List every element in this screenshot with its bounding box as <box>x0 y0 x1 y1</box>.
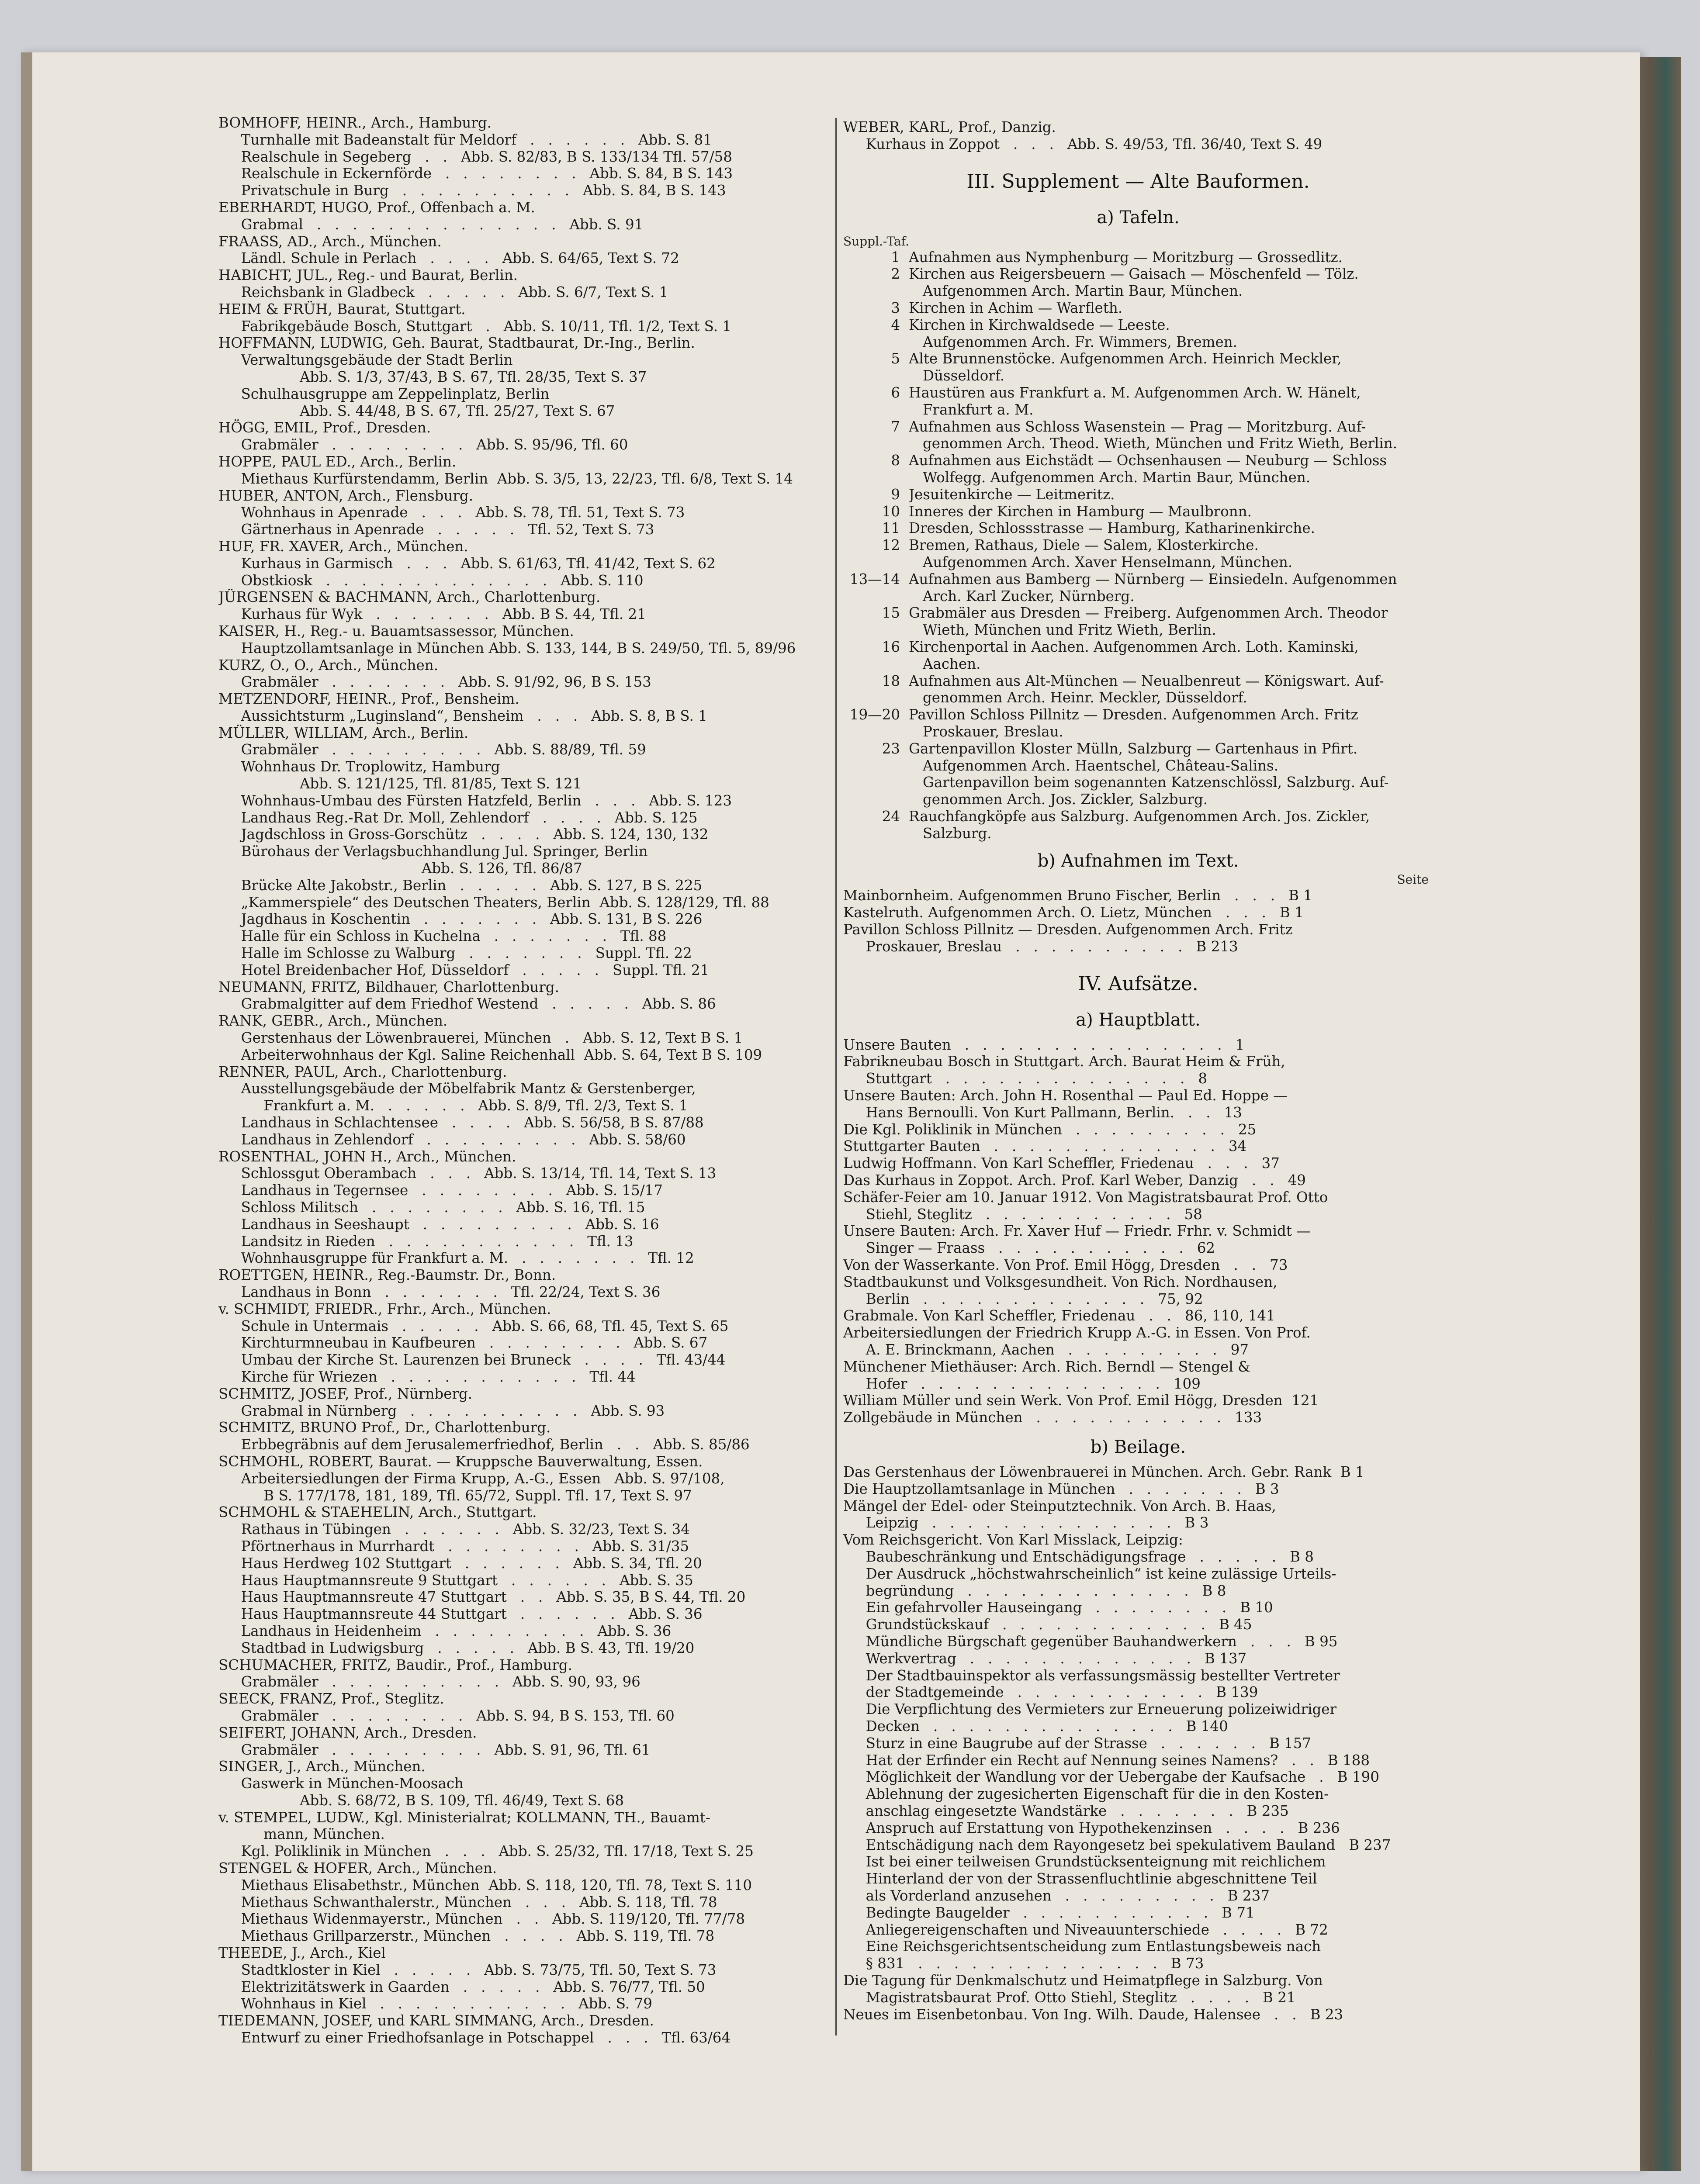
supplement-plate-entry <box>843 418 1433 435</box>
beilage-entry: Grundstückskauf . . . . . . . . . . . . B 45 <box>843 1616 1252 1633</box>
plate-description: Wieth, München und Fritz Wieth, Berlin. <box>923 622 1216 639</box>
hauptblatt-entry: Singer — Fraass . . . . . . . . . . . 62 <box>843 1240 1215 1257</box>
index-entry-line: Miethaus Widenmayerstr., München . . Abb. S. 119/120, Tfl. 77/78 <box>218 1911 745 1928</box>
index-entry-line: HUBER, ANTON, Arch., Flensburg. <box>218 487 474 504</box>
plate-description: Kirchenportal in Aachen. Aufgenommen Arch. Loth. Kaminski, <box>909 638 1359 655</box>
index-entry-line: Gärtnerhaus in Apenrade . . . . . Tfl. 52, Text S. 73 <box>218 521 654 538</box>
index-entry-line: Landhaus in Heidenheim . . . . . . . . . Abb. S. 36 <box>218 1622 672 1639</box>
plate-number <box>843 774 909 791</box>
hauptblatt-entry: Stiehl, Steglitz . . . . . . . . . . . 58 <box>843 1206 1202 1223</box>
beilage-entry: begründung . . . . . . . . . . . . . B 8 <box>843 1582 1226 1599</box>
plate-description: Kirchen in Kirchwaldsede — Leeste. <box>909 316 1170 333</box>
plate-description: Inneres der Kirchen in Hamburg — Maulbronn. <box>909 503 1252 520</box>
plate-description: Aachen. <box>923 655 981 672</box>
beilage-entry: Die Tagung für Denkmalschutz und Heimatpflege in Salzburg. Von <box>843 1972 1323 1989</box>
index-entry-line: Landhaus in Seeshaupt . . . . . . . . . Abb. S. 16 <box>218 1216 659 1233</box>
plate-number: 2 <box>891 266 900 283</box>
index-entry-line: KURZ, O., O., Arch., München. <box>218 657 439 674</box>
hauptblatt-entry: Die Kgl. Poliklinik in München . . . . . . . . . 25 <box>843 1121 1257 1138</box>
beilage-entry: Decken . . . . . . . . . . . . . . B 140 <box>843 1717 1228 1735</box>
beilage-entry: Leipzig . . . . . . . . . . . . . . B 3 <box>843 1514 1209 1531</box>
index-entry-line: B S. 177/178, 181, 189, Tfl. 65/72, Suppl. Tfl. 17, Text S. 97 <box>218 1487 692 1504</box>
plate-number: 15 <box>882 605 900 622</box>
index-entry-line: Turnhalle mit Badeanstalt für Meldorf . . . . . . Abb. S. 81 <box>218 131 712 148</box>
beilage-entry: Baubeschränkung und Entschädigungsfrage . . . . . B 8 <box>843 1548 1314 1565</box>
index-entry-line: Frankfurt a. M. . . . . . Abb. S. 8/9, Tfl. 2/3, Text S. 1 <box>218 1097 688 1114</box>
index-entry-line: Kurhaus in Garmisch . . . Abb. S. 61/63, Tfl. 41/42, Text S. 62 <box>218 555 716 572</box>
plate-description: Frankfurt a. M. <box>923 401 1034 418</box>
index-entry-line: Grabmäler . . . . . . . . . Abb. S. 88/89, Tfl. 59 <box>218 741 646 758</box>
index-entry-line: Hauptzollamtsanlage in München Abb. S. 133, 144, B S. 249/50, Tfl. 5, 89/96 <box>218 639 796 657</box>
index-entry-line: Landhaus in Tegernsee . . . . . . . . Abb. S. 15/17 <box>218 1182 663 1199</box>
index-entry-line: Miethaus Grillparzerstr., München . . . . Abb. S. 119, Tfl. 78 <box>218 1928 715 1945</box>
index-entry-line: Rathaus in Tübingen . . . . . . Abb. S. 32/23, Text S. 34 <box>218 1521 690 1538</box>
index-entry-line: Pförtnerhaus in Murrhardt . . . . . . . . Abb. S. 31/35 <box>218 1538 689 1555</box>
index-entry-line: Realschule in Eckernförde . . . . . . . . Abb. S. 84, B S. 143 <box>218 165 733 182</box>
hauptblatt-entry: Schäfer-Feier am 10. Januar 1912. Von Magistratsbaurat Prof. Otto <box>843 1189 1328 1206</box>
hauptblatt-entry: Unsere Bauten: Arch. John H. Rosenthal — Paul Ed. Hoppe — <box>843 1087 1288 1104</box>
supplement-plate-entry <box>843 639 1433 656</box>
beilage-entry: der Stadtgemeinde . . . . . . . . . . . B 139 <box>843 1684 1258 1701</box>
right-column <box>843 119 1433 2023</box>
plate-description: Jesuitenkirche — Leitmeritz. <box>909 486 1115 503</box>
hauptblatt-list <box>843 1037 1433 1426</box>
index-entry-line: Ländl. Schule in Perlach . . . . Abb. S. 64/65, Text S. 72 <box>218 250 679 267</box>
index-entry-line: Haus Herdweg 102 Stuttgart . . . . . . Abb. S. 34, Tfl. 20 <box>218 1555 702 1572</box>
plate-number <box>843 469 909 486</box>
plate-description: Salzburg. <box>923 825 992 842</box>
plate-number <box>843 791 909 808</box>
plate-description: Proskauer, Breslau. <box>923 723 1063 740</box>
index-entry-line: Bürohaus der Verlagsbuchhandlung Jul. Springer, Berlin <box>218 843 648 860</box>
index-entry-line: Abb. S. 1/3, 37/43, B S. 67, Tfl. 28/35, Text S. 37 <box>218 368 647 385</box>
index-entry-line: Kurhaus für Wyk . . . . . . . Abb. B S. 44, Tfl. 21 <box>218 606 646 623</box>
text-photo-entry: Mainbornheim. Aufgenommen Bruno Fischer, Berlin . . . B 1 <box>843 887 1312 904</box>
beilage-entry: Ein gefahrvoller Hauseingang . . . . . . . . B 10 <box>843 1599 1273 1616</box>
index-entry-line: Kirchturmneubau in Kaufbeuren . . . . . . . . Abb. S. 67 <box>218 1334 708 1351</box>
index-entry-line: Schulhausgruppe am Zeppelinplatz, Berlin <box>218 385 550 402</box>
plate-number: 11 <box>882 520 900 537</box>
text-photo-entry: Pavillon Schloss Pillnitz — Dresden. Aufgenommen Arch. Fritz <box>843 921 1293 938</box>
index-entry-line: Aussichtsturm „Luginsland“, Bensheim . . . Abb. S. 8, B S. 1 <box>218 707 707 724</box>
index-entry-line: Grabmäler . . . . . . . . Abb. S. 94, B S. 153, Tfl. 60 <box>218 1707 675 1724</box>
index-entry-line: Grabmäler . . . . . . . . Abb. S. 95/96, Tfl. 60 <box>218 436 628 453</box>
plate-description: Dresden, Schlossstrasse — Hamburg, Katharinenkirche. <box>909 520 1315 537</box>
index-entry-line: Kgl. Poliklinik in München . . . Abb. S. 25/32, Tfl. 17/18, Text S. 25 <box>218 1843 754 1860</box>
beilage-entry: Ablehnung der zugesicherten Eigenschaft für die in den Kosten- <box>843 1786 1329 1803</box>
beilage-entry: Anliegereigenschaften und Niveauunterschiede . . . . B 72 <box>843 1921 1328 1938</box>
seite-label: Seite <box>1397 872 1429 887</box>
suppl-taf-label: Suppl.-Taf. <box>843 234 909 249</box>
index-entry-line: Wohnhaus-Umbau des Fürsten Hatzfeld, Berlin . . . Abb. S. 123 <box>218 792 732 809</box>
beilage-entry: Werkvertrag . . . . . . . . . . . . . B 137 <box>843 1650 1247 1667</box>
index-entry-line: NEUMANN, FRITZ, Bildhauer, Charlottenburg. <box>218 978 559 995</box>
index-entry-line: Landsitz in Rieden . . . . . . . . . . . Tfl. 13 <box>218 1233 634 1250</box>
beilage-entry: Sturz in eine Baugrube auf der Strasse . . . . . . B 157 <box>843 1735 1312 1752</box>
plate-number: 19—20 <box>849 706 900 723</box>
hauptblatt-entry: A. E. Brinckmann, Aachen . . . . . . . . . 97 <box>843 1341 1249 1358</box>
index-entry-line: Verwaltungsgebäude der Stadt Berlin <box>218 352 513 369</box>
beilage-entry: Neues im Eisenbetonbau. Von Ing. Wilh. Daude, Halensee . . B 23 <box>843 2006 1343 2023</box>
index-entry-line: SCHMITZ, JOSEF, Prof., Nürnberg. <box>218 1385 473 1402</box>
plate-description: Aufgenommen Arch. Fr. Wimmers, Bremen. <box>923 333 1238 350</box>
plate-number: 24 <box>882 808 900 825</box>
beilage-entry: anschlag eingesetzte Wandstärke . . . . . . . B 235 <box>843 1802 1289 1819</box>
plate-number: 12 <box>882 537 900 554</box>
index-entry-line: HEIM & FRÜH, Baurat, Stuttgart. <box>218 301 466 318</box>
beilage-list <box>843 1464 1433 2023</box>
supplement-plate-entry <box>843 605 1433 622</box>
beilage-entry: Entschädigung nach dem Rayongesetz bei spekulativem Bauland B 237 <box>843 1836 1391 1853</box>
hauptblatt-entry: Hofer . . . . . . . . . . . . . . 109 <box>843 1375 1201 1392</box>
plate-description: genommen Arch. Heinr. Meckler, Düsseldorf. <box>923 689 1247 706</box>
seite-column-header <box>843 872 1433 887</box>
supplement-plate-entry <box>843 486 1433 503</box>
index-entry-line: METZENDORF, HEINR., Prof., Bensheim. <box>218 691 519 708</box>
index-entry-line: Gaswerk in München-Moosach <box>218 1775 464 1792</box>
index-entry-line: Landhaus in Schlachtensee . . . . Abb. S. 56/58, B S. 87/88 <box>218 1114 704 1131</box>
plate-number <box>843 723 909 740</box>
plate-description: genommen Arch. Theod. Wieth, München und Fritz Wieth, Berlin. <box>923 435 1398 452</box>
index-entry-line: Hotel Breidenbacher Hof, Düsseldorf . . . . . Suppl. Tfl. 21 <box>218 961 710 978</box>
hauptblatt-entry: Zollgebäude in München . . . . . . . . . . . 133 <box>843 1409 1262 1426</box>
plate-number: 3 <box>891 299 900 316</box>
beilage-entry: Die Verpflichtung des Vermieters zur Erneuerung polizeiwidriger <box>843 1701 1337 1718</box>
index-entry-line: Abb. S. 44/48, B S. 67, Tfl. 25/27, Text S. 67 <box>218 402 615 419</box>
section-iv-b-title: b) Beilage. <box>1090 1437 1186 1457</box>
plate-description: Aufgenommen Arch. Xaver Henselmann, München. <box>923 553 1293 570</box>
supplement-plate-entry <box>843 723 1433 740</box>
supplement-plate-entry <box>843 656 1433 673</box>
supplement-plate-entry <box>843 469 1433 486</box>
supplement-plate-entry <box>843 673 1433 690</box>
supplement-plate-entry <box>843 452 1433 469</box>
beilage-entry: Vom Reichsgericht. Von Karl Misslack, Leipzig: <box>843 1531 1183 1548</box>
index-entry-line: v. STEMPEL, LUDW., Kgl. Ministerialrat; KOLLMANN, TH., Bauamt- <box>218 1809 710 1826</box>
index-entry-line: Halle für ein Schloss in Kuchelna . . . . . . . Tfl. 88 <box>218 928 667 945</box>
plate-number: 18 <box>882 672 900 689</box>
index-entry-line: RENNER, PAUL, Arch., Charlottenburg. <box>218 1063 507 1080</box>
index-entry-line: Kurhaus in Zoppot . . . Abb. S. 49/53, Tfl. 36/40, Text S. 49 <box>843 135 1323 152</box>
hauptblatt-entry: Arbeitersiedlungen der Friedrich Krupp A.-G. in Essen. Von Prof. <box>843 1324 1311 1341</box>
index-entry-line: Schlossgut Oberambach . . . Abb. S. 13/14, Tfl. 14, Text S. 13 <box>218 1165 717 1182</box>
index-entry-line: Ausstellungsgebäude der Möbelfabrik Mantz & Gerstenberger, <box>218 1080 696 1097</box>
hauptblatt-entry: Stuttgarter Bauten . . . . . . . . . . . . . 34 <box>843 1138 1247 1155</box>
index-entry-line: Stadtkloster in Kiel . . . . . Abb. S. 73/75, Tfl. 50, Text S. 73 <box>218 1961 717 1978</box>
architect-index-column <box>218 114 826 2046</box>
beilage-entry: Bedingte Baugelder . . . . . . . . . . . B 71 <box>843 1904 1255 1921</box>
supplement-plate-entry <box>843 706 1433 723</box>
index-entry-line: Halle im Schlosse zu Walburg . . . . . . . Suppl. Tfl. 22 <box>218 945 692 962</box>
index-entry-line: MÜLLER, WILLIAM, Arch., Berlin. <box>218 724 469 741</box>
index-entry-line: Grabmal in Nürnberg . . . . . . . . . . Abb. S. 93 <box>218 1402 665 1419</box>
plate-number: 7 <box>891 418 900 435</box>
index-entry-line: HÖGG, EMIL, Prof., Dresden. <box>218 419 431 436</box>
index-entry-line: Arbeiterwohnhaus der Kgl. Saline Reichenhall Abb. S. 64, Text B S. 109 <box>218 1046 762 1063</box>
plate-number <box>843 367 909 384</box>
supplement-plate-entry <box>843 367 1433 384</box>
section-iii-title: III. Supplement — Alte Bauformen. <box>966 170 1310 193</box>
index-entry-line: Haus Hauptmannsreute 44 Stuttgart . . . . . . Abb. S. 36 <box>218 1606 703 1623</box>
text-photos-list <box>843 887 1433 955</box>
plate-description: Kirchen in Achim — Warfleth. <box>909 299 1123 316</box>
index-entry-line: SCHMITZ, BRUNO Prof., Dr., Charlottenburg. <box>218 1419 551 1436</box>
plate-description: Arch. Karl Zucker, Nürnberg. <box>923 587 1135 605</box>
index-entry-line: Landhaus Reg.-Rat Dr. Moll, Zehlendorf . . . . Abb. S. 125 <box>218 809 698 826</box>
section-iv-title: IV. Aufsätze. <box>1078 972 1198 995</box>
beilage-entry: Magistratsbaurat Prof. Otto Stiehl, Steglitz . . . . B 21 <box>843 1989 1296 2006</box>
index-entry-line: FRAASS, AD., Arch., München. <box>218 233 442 250</box>
hauptblatt-entry: Münchener Miethäuser: Arch. Rich. Berndl — Stengel & <box>843 1358 1251 1375</box>
plate-number <box>843 622 909 639</box>
index-entry-line: Entwurf zu einer Friedhofsanlage in Potschappel . . . Tfl. 63/64 <box>218 2029 731 2046</box>
plate-number <box>843 334 909 351</box>
plate-description: Haustüren aus Frankfurt a. M. Aufgenommen Arch. W. Hänelt, <box>909 384 1361 401</box>
plate-number <box>843 588 909 605</box>
index-entry-line: Umbau der Kirche St. Laurenzen bei Bruneck . . . . Tfl. 43/44 <box>218 1351 726 1368</box>
index-entry-line: mann, München. <box>218 1826 385 1843</box>
section-iii-b-title: b) Aufnahmen im Text. <box>1037 851 1239 871</box>
index-entry-line: RANK, GEBR., Arch., München. <box>218 1013 448 1030</box>
hauptblatt-entry: Stuttgart . . . . . . . . . . . . . . 8 <box>843 1070 1208 1087</box>
hauptblatt-entry: Unsere Bauten: Arch. Fr. Xaver Huf — Friedr. Frhr. v. Schmidt — <box>843 1223 1311 1240</box>
index-entry-line: ROETTGEN, HEINR., Reg.-Baumstr. Dr., Bonn. <box>218 1267 556 1284</box>
index-entry-line: BOMHOFF, HEINR., Arch., Hamburg. <box>218 114 492 131</box>
architect-index-continued <box>843 119 1433 153</box>
plate-number: 8 <box>891 452 900 469</box>
index-entry-line: WEBER, KARL, Prof., Danzig. <box>843 119 1056 135</box>
index-entry-line: HABICHT, JUL., Reg.- und Baurat, Berlin. <box>218 267 518 284</box>
supplement-plate-entry <box>843 537 1433 554</box>
plate-description: Aufnahmen aus Eichstädt — Ochsenhausen — Neuburg — Schloss <box>909 452 1387 469</box>
plate-number <box>843 554 909 571</box>
section-iii-a-title: a) Tafeln. <box>1097 207 1180 228</box>
plate-description: Pavillon Schloss Pillnitz — Dresden. Aufgenommen Arch. Fritz <box>909 706 1358 723</box>
beilage-entry: § 831 . . . . . . . . . . . . . . B 73 <box>843 1955 1204 1972</box>
index-entry-line: Fabrikgebäude Bosch, Stuttgart . Abb. S. 10/11, Tfl. 1/2, Text S. 1 <box>218 318 732 335</box>
index-entry-line: THEEDE, J., Arch., Kiel <box>218 1945 386 1962</box>
index-entry-line: Grabmäler . . . . . . . Abb. S. 91/92, 96, B S. 153 <box>218 674 651 691</box>
index-entry-line: Haus Hauptmannsreute 9 Stuttgart . . . . . . Abb. S. 35 <box>218 1572 693 1589</box>
index-entry-line: Grabmäler . . . . . . . . . . Abb. S. 90, 93, 96 <box>218 1673 641 1690</box>
hauptblatt-entry: Fabrikneubau Bosch in Stuttgart. Arch. Baurat Heim & Früh, <box>843 1053 1285 1070</box>
supplement-plate-entry <box>843 300 1433 317</box>
text-photo-entry: Proskauer, Breslau . . . . . . . . . . B 213 <box>843 938 1238 955</box>
index-entry-line: HUF, FR. XAVER, Arch., München. <box>218 538 468 555</box>
index-entry-line: Jagdhaus in Koschentin . . . . . . . Abb. S. 131, B S. 226 <box>218 911 703 928</box>
index-entry-line: ROSENTHAL, JOHN H., Arch., München. <box>218 1148 516 1165</box>
plate-description: Gartenpavillon Kloster Mülln, Salzburg — Gartenhaus in Pfirt. <box>909 740 1358 757</box>
index-entry-line: Abb. S. 126, Tfl. 86/87 <box>218 860 582 877</box>
index-entry-line: v. SCHMIDT, FRIEDR., Frhr., Arch., München. <box>218 1300 551 1317</box>
beilage-entry: Mündliche Bürgschaft gegenüber Bauhandwerkern . . . B 95 <box>843 1633 1338 1650</box>
plate-description: Rauchfangköpfe aus Salzburg. Aufgenommen Arch. Jos. Zickler, <box>909 808 1370 825</box>
supplement-plate-entry <box>843 317 1433 334</box>
index-entry-line: HOFFMANN, LUDWIG, Geh. Baurat, Stadtbaurat, Dr.-Ing., Berlin. <box>218 335 695 352</box>
plate-number: 16 <box>882 638 900 655</box>
supplement-plate-entry <box>843 825 1433 842</box>
plate-description: Aufnahmen aus Alt-München — Neualbenreut — Königswart. Auf- <box>909 672 1384 689</box>
hauptblatt-entry: Von der Wasserkante. Von Prof. Emil Högg, Dresden . . 73 <box>843 1257 1288 1274</box>
plate-number <box>843 435 909 452</box>
beilage-entry: Hinterland der von der Strassenfluchtlinie abgeschnittene Teil <box>843 1870 1317 1887</box>
index-entry-line: Grabmäler . . . . . . . . . Abb. S. 91, 96, Tfl. 61 <box>218 1741 651 1758</box>
hauptblatt-entry: Hans Bernoulli. Von Kurt Pallmann, Berlin. . . 13 <box>843 1104 1242 1121</box>
plate-number: 6 <box>891 384 900 401</box>
plate-number <box>843 689 909 706</box>
index-entry-line: Wohnhaus in Kiel . . . . . . . . . . . Abb. S. 79 <box>218 1995 652 2012</box>
plate-number <box>843 656 909 673</box>
supplement-plate-entry <box>843 554 1433 571</box>
plate-number <box>843 401 909 418</box>
plate-description: genommen Arch. Jos. Zickler, Salzburg. <box>923 791 1208 808</box>
index-entry-line: SINGER, J., Arch., München. <box>218 1758 426 1775</box>
beilage-entry: Das Gerstenhaus der Löwenbrauerei in München. Arch. Gebr. Rank B 1 <box>843 1464 1364 1480</box>
plate-number: 1 <box>891 249 900 266</box>
beilage-entry: Der Stadtbauinspektor als verfassungsmässig bestellter Vertreter <box>843 1667 1340 1684</box>
index-entry-line: Abb. S. 68/72, B S. 109, Tfl. 46/49, Text S. 68 <box>218 1792 624 1809</box>
index-entry-line: Wohnhaus Dr. Troplowitz, Hamburg <box>218 758 500 775</box>
hauptblatt-entry: Berlin . . . . . . . . . . . . . 75, 92 <box>843 1290 1203 1307</box>
supplement-plate-entry <box>843 334 1433 351</box>
hauptblatt-entry: Unsere Bauten . . . . . . . . . . . . . . . 1 <box>843 1036 1245 1053</box>
beilage-entry: als Vorderland anzusehen . . . . . . . . . B 237 <box>843 1887 1270 1904</box>
plate-description: Düsseldorf. <box>923 367 1005 384</box>
index-entry-line: Wohnhaus in Apenrade . . . Abb. S. 78, Tfl. 51, Text S. 73 <box>218 504 685 521</box>
plate-description: Aufgenommen Arch. Haentschel, Château-Salins. <box>923 757 1279 774</box>
plate-number <box>843 283 909 300</box>
section-iv-a-title: a) Hauptblatt. <box>1076 1009 1201 1030</box>
index-entry-line: Haus Hauptmannsreute 47 Stuttgart . . Abb. S. 35, B S. 44, Tfl. 20 <box>218 1589 746 1606</box>
index-entry-line: Realschule in Segeberg . . Abb. S. 82/83, B S. 133/134 Tfl. 57/58 <box>218 148 732 165</box>
index-entry-line: Obstkiosk . . . . . . . . . . . . . Abb. S. 110 <box>218 572 644 589</box>
supplement-plate-entry <box>843 774 1433 791</box>
index-entry-line: Erbbegräbnis auf dem Jerusalemerfriedhof, Berlin . . Abb. S. 85/86 <box>218 1436 750 1453</box>
supplement-plate-entry <box>843 266 1433 283</box>
plate-description: Aufnahmen aus Nymphenburg — Moritzburg — Grossedlitz. <box>909 249 1343 266</box>
index-entry-line: „Kammerspiele“ des Deutschen Theaters, Berlin Abb. S. 128/129, Tfl. 88 <box>218 894 769 911</box>
plate-description: Gartenpavillon beim sogenannten Katzenschlössl, Salzburg. Auf- <box>923 774 1389 791</box>
hauptblatt-entry: Ludwig Hoffmann. Von Karl Scheffler, Friedenau . . . 37 <box>843 1155 1280 1172</box>
hauptblatt-entry: Stadtbaukunst und Volksgesundheit. Von Rich. Nordhausen, <box>843 1273 1278 1290</box>
plate-description: Aufnahmen aus Schloss Wasenstein — Prag — Moritzburg. Auf- <box>909 418 1366 435</box>
supplement-plate-entry <box>843 791 1433 808</box>
index-entry-line: Reichsbank in Gladbeck . . . . . Abb. S. 6/7, Text S. 1 <box>218 283 668 301</box>
beilage-entry: Der Ausdruck „höchstwahrscheinlich“ ist keine zulässige Urteils- <box>843 1565 1336 1582</box>
index-entry-line: SEECK, FRANZ, Prof., Steglitz. <box>218 1690 444 1707</box>
index-entry-line: SCHUMACHER, FRITZ, Baudir., Prof., Hamburg. <box>218 1656 573 1673</box>
beilage-entry: Ist bei einer teilweisen Grundstücksenteignung mit reichlichem <box>843 1853 1326 1870</box>
plate-description: Bremen, Rathaus, Diele — Salem, Klosterkirche. <box>909 537 1259 554</box>
index-entry-line: Miethaus Schwanthalerstr., München . . . Abb. S. 118, Tfl. 78 <box>218 1894 717 1911</box>
plate-number: 5 <box>891 350 900 367</box>
plate-number <box>843 757 909 774</box>
plate-number <box>843 825 909 842</box>
index-entry-line: Landhaus in Zehlendorf . . . . . . . . . Abb. S. 58/60 <box>218 1131 686 1148</box>
index-entry-line: Grabmal . . . . . . . . . . . . . . Abb. S. 91 <box>218 216 644 233</box>
index-entry-line: KAISER, H., Reg.- u. Bauamtsassessor, München. <box>218 622 574 639</box>
index-entry-line: Elektrizitätswerk in Gaarden . . . . . Abb. S. 76/77, Tfl. 50 <box>218 1978 705 1995</box>
index-entry-line: Gerstenhaus der Löwenbrauerei, München . Abb. S. 12, Text B S. 1 <box>218 1030 743 1047</box>
plate-number: 9 <box>891 486 900 503</box>
plate-description: Kirchen aus Reigersbeuern — Gaisach — Möschenfeld — Tölz. <box>909 266 1359 283</box>
index-entry-line: SCHMOHL, ROBERT, Baurat. — Kruppsche Bauverwaltung, Essen. <box>218 1453 703 1470</box>
supplement-plate-entry <box>843 350 1433 367</box>
supplement-plate-entry <box>843 571 1433 588</box>
index-entry-line: Grabmalgitter auf dem Friedhof Westend . . . . . Abb. S. 86 <box>218 995 716 1013</box>
plate-description: Alte Brunnenstöcke. Aufgenommen Arch. Heinrich Meckler, <box>909 350 1342 367</box>
index-entry-line: JÜRGENSEN & BACHMANN, Arch., Charlottenburg. <box>218 589 601 606</box>
index-entry-line: Abb. S. 121/125, Tfl. 81/85, Text S. 121 <box>218 775 582 792</box>
index-entry-line: Arbeitersiedlungen der Firma Krupp, A.-G., Essen Abb. S. 97/108, <box>218 1470 725 1487</box>
plate-description: Aufnahmen aus Bamberg — Nürnberg — Einsiedeln. Aufgenommen <box>909 570 1397 587</box>
supplement-plate-entry <box>843 435 1433 452</box>
index-entry-line: Schule in Untermais . . . . . Abb. S. 66, 68, Tfl. 45, Text S. 65 <box>218 1317 729 1334</box>
supplement-plate-entry <box>843 808 1433 825</box>
plate-number: 13—14 <box>849 570 900 587</box>
index-entry-line: Schloss Militsch . . . . . . . . Abb. S. 16, Tfl. 15 <box>218 1199 645 1216</box>
supplement-plate-entry <box>843 401 1433 418</box>
plate-description: Grabmäler aus Dresden — Freiberg. Aufgenommen Arch. Theodor <box>909 605 1388 622</box>
index-entry-line: Kirche für Wriezen . . . . . . . . . . . Tfl. 44 <box>218 1368 636 1385</box>
index-entry-line: TIEDEMANN, JOSEF, und KARL SIMMANG, Arch., Dresden. <box>218 2012 654 2029</box>
hauptblatt-entry: Das Kurhaus in Zoppot. Arch. Prof. Karl Weber, Danzig . . 49 <box>843 1172 1306 1189</box>
index-entry-line: SEIFERT, JOHANN, Arch., Dresden. <box>218 1724 477 1741</box>
plate-number: 4 <box>891 316 900 333</box>
supplement-plate-entry <box>843 622 1433 639</box>
supplement-plate-entry <box>843 740 1433 757</box>
index-entry-line: Miethaus Elisabethstr., München Abb. S. 118, 120, Tfl. 78, Text S. 110 <box>218 1876 752 1894</box>
supplement-plates-list <box>843 249 1433 842</box>
index-entry-line: SCHMOHL & STAEHELIN, Arch., Stuttgart. <box>218 1504 537 1521</box>
index-entry-line: Stadtbad in Ludwigsburg . . . . . Abb. B S. 43, Tfl. 19/20 <box>218 1639 695 1656</box>
supplement-plate-entry <box>843 588 1433 605</box>
supplement-plate-entry <box>843 520 1433 537</box>
index-entry-line: Landhaus in Bonn . . . . . . . Tfl. 22/24, Text S. 36 <box>218 1283 661 1300</box>
supplement-plate-entry <box>843 384 1433 401</box>
plate-number: 10 <box>882 503 900 520</box>
index-entry-line: STENGEL & HOFER, Arch., München. <box>218 1860 497 1877</box>
index-entry-line: Brücke Alte Jakobstr., Berlin . . . . . Abb. S. 127, B S. 225 <box>218 877 703 894</box>
beilage-entry: Die Hauptzollamtsanlage in München . . . . . . . B 3 <box>843 1480 1279 1497</box>
supplement-plate-entry <box>843 689 1433 706</box>
beilage-entry: Mängel der Edel- oder Steinputztechnik. Von Arch. B. Haas, <box>843 1497 1276 1514</box>
index-entry-line: HOPPE, PAUL ED., Arch., Berlin. <box>218 453 457 470</box>
supplement-plate-entry <box>843 249 1433 266</box>
text-photo-entry: Kastelruth. Aufgenommen Arch. O. Lietz, München . . . B 1 <box>843 904 1304 921</box>
supplement-plate-entry <box>843 503 1433 520</box>
beilage-entry: Eine Reichsgerichtsentscheidung zum Entlastungsbeweis nach <box>843 1938 1321 1955</box>
index-entry-line: Miethaus Kurfürstendamm, Berlin Abb. S. 3/5, 13, 22/23, Tfl. 6/8, Text S. 14 <box>218 470 793 487</box>
index-entry-line: Jagdschloss in Gross-Gorschütz . . . . Abb. S. 124, 130, 132 <box>218 826 709 843</box>
column-divider <box>835 118 837 2035</box>
supplement-plate-entry <box>843 757 1433 774</box>
plate-description: Wolfegg. Aufgenommen Arch. Martin Baur, München. <box>923 469 1311 486</box>
index-entry-line: EBERHARDT, HUGO, Prof., Offenbach a. M. <box>218 199 535 216</box>
supplement-plate-entry <box>843 283 1433 300</box>
plate-number: 23 <box>882 740 900 757</box>
index-entry-line: Wohnhausgruppe für Frankfurt a. M. . . . . . . . Tfl. 12 <box>218 1250 694 1267</box>
hauptblatt-entry: William Müller und sein Werk. Von Prof. Emil Högg, Dresden 121 <box>843 1392 1319 1409</box>
beilage-entry: Möglichkeit der Wandlung vor der Uebergabe der Kaufsache . B 190 <box>843 1769 1379 1786</box>
index-entry-line: Privatschule in Burg . . . . . . . . . . Abb. S. 84, B S. 143 <box>218 182 726 199</box>
supplement-column-header <box>843 234 1433 249</box>
plate-description: Aufgenommen Arch. Martin Baur, München. <box>923 283 1243 300</box>
beilage-entry: Hat der Erfinder ein Recht auf Nennung seines Namens? . . B 188 <box>843 1752 1370 1769</box>
hauptblatt-entry: Grabmale. Von Karl Scheffler, Friedenau . . 86, 110, 141 <box>843 1307 1275 1324</box>
beilage-entry: Anspruch auf Erstattung von Hypothekenzinsen . . . . B 236 <box>843 1819 1340 1836</box>
